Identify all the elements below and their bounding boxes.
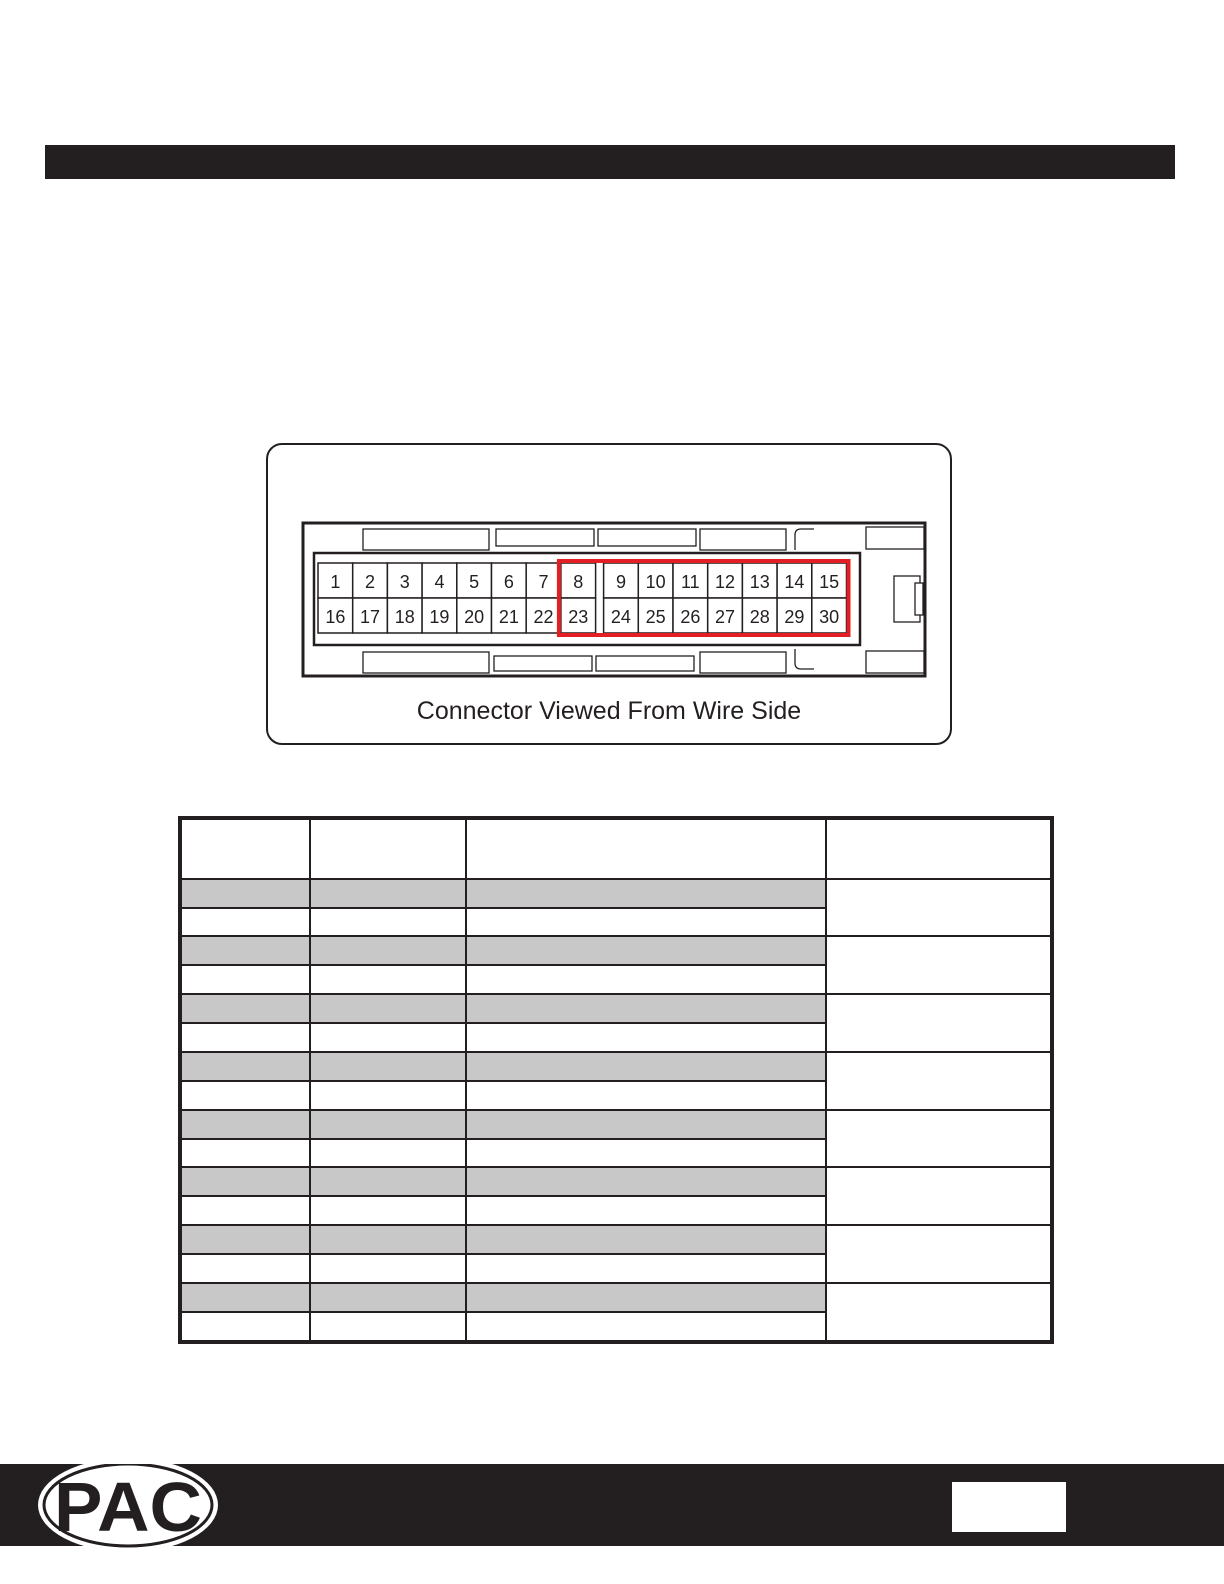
table-row xyxy=(180,1225,1052,1254)
table-cell xyxy=(180,1139,310,1168)
table-row xyxy=(180,936,1052,965)
page-number-box xyxy=(952,1482,1066,1532)
table-cell xyxy=(310,1081,466,1110)
header-cell xyxy=(310,818,466,879)
connector-diagram xyxy=(266,443,952,745)
table-cell xyxy=(310,1312,466,1342)
pin-label-27: 27 xyxy=(715,607,736,627)
group-cell xyxy=(826,994,1052,1052)
top-slot xyxy=(598,529,696,546)
table-cell xyxy=(180,1196,310,1225)
pin-label-6: 6 xyxy=(503,572,514,592)
table-cell xyxy=(180,1023,310,1052)
pin-label-2: 2 xyxy=(365,572,376,592)
group-cell xyxy=(826,936,1052,994)
header-cell xyxy=(826,818,1052,879)
table-cell xyxy=(466,879,826,908)
pin-label-19: 19 xyxy=(429,607,450,627)
table-cell xyxy=(180,1052,310,1081)
table-cell xyxy=(180,965,310,994)
svg-text:PAC: PAC xyxy=(54,1468,202,1546)
table-row xyxy=(180,1110,1052,1139)
header-cell xyxy=(180,818,310,879)
pin-label-22: 22 xyxy=(533,607,554,627)
pin-label-28: 28 xyxy=(749,607,770,627)
table-row xyxy=(180,1167,1052,1196)
diagram-caption: Connector Viewed From Wire Side xyxy=(416,697,802,725)
header-bar xyxy=(45,145,1175,179)
pin-label-8: 8 xyxy=(573,572,584,592)
pin-label-21: 21 xyxy=(498,607,519,627)
table-cell xyxy=(180,936,310,965)
table-cell xyxy=(466,1312,826,1342)
group-cell xyxy=(826,1225,1052,1283)
table-cell xyxy=(310,1110,466,1139)
table-cell xyxy=(466,1225,826,1254)
pinout-table xyxy=(178,816,1054,1344)
top-slot xyxy=(363,529,489,550)
table-cell xyxy=(310,1283,466,1312)
group-cell xyxy=(826,1283,1052,1342)
table-cell xyxy=(180,1110,310,1139)
table-cell xyxy=(310,1167,466,1196)
pin-label-18: 18 xyxy=(394,607,415,627)
pin-label-5: 5 xyxy=(469,572,480,592)
pin-label-3: 3 xyxy=(399,572,410,592)
bottom-slot xyxy=(494,656,592,671)
group-cell xyxy=(826,879,1052,937)
bottom-slot xyxy=(363,652,489,673)
table-cell xyxy=(466,1139,826,1168)
table-cell xyxy=(466,1023,826,1052)
table-cell xyxy=(310,908,466,937)
pin-label-23: 23 xyxy=(568,607,589,627)
pac-logo xyxy=(36,1464,226,1564)
pin-label-25: 25 xyxy=(645,607,666,627)
table-cell xyxy=(180,1081,310,1110)
top-slot xyxy=(700,529,786,550)
table-cell xyxy=(180,908,310,937)
table-cell xyxy=(180,879,310,908)
corner-slot xyxy=(866,651,924,673)
table-cell xyxy=(466,1167,826,1196)
table-cell xyxy=(466,1081,826,1110)
pin-label-10: 10 xyxy=(645,572,666,592)
table-cell xyxy=(466,1052,826,1081)
table-row xyxy=(180,879,1052,908)
table-cell xyxy=(180,994,310,1023)
table-cell xyxy=(310,1052,466,1081)
table-cell xyxy=(180,1225,310,1254)
bottom-slot xyxy=(596,656,694,671)
table-cell xyxy=(310,1196,466,1225)
table-cell xyxy=(466,908,826,937)
table-row xyxy=(180,994,1052,1023)
pin-label-15: 15 xyxy=(819,572,840,592)
pin-label-17: 17 xyxy=(360,607,381,627)
table-cell xyxy=(466,1110,826,1139)
table-cell xyxy=(310,879,466,908)
header-cell xyxy=(466,818,826,879)
table-cell xyxy=(466,994,826,1023)
group-cell xyxy=(826,1167,1052,1225)
pin-label-7: 7 xyxy=(538,572,549,592)
table-cell xyxy=(466,936,826,965)
table-cell xyxy=(180,1254,310,1283)
table-cell xyxy=(466,1254,826,1283)
bottom-slot xyxy=(700,652,786,673)
pin-label-13: 13 xyxy=(749,572,770,592)
table-cell xyxy=(466,1196,826,1225)
pin-label-1: 1 xyxy=(330,572,341,592)
group-cell xyxy=(826,1110,1052,1168)
table-header-row xyxy=(180,818,1052,879)
pin-label-9: 9 xyxy=(615,572,626,592)
corner-slot xyxy=(866,527,924,549)
table-cell xyxy=(310,994,466,1023)
pin-label-26: 26 xyxy=(680,607,701,627)
table-cell xyxy=(310,1023,466,1052)
pin-label-12: 12 xyxy=(715,572,736,592)
pin-label-30: 30 xyxy=(819,607,840,627)
group-cell xyxy=(826,1052,1052,1110)
pin-label-14: 14 xyxy=(784,572,805,592)
side-tab-notch xyxy=(915,583,923,615)
pin-label-24: 24 xyxy=(610,607,631,627)
table-cell xyxy=(310,936,466,965)
table-cell xyxy=(180,1283,310,1312)
footer-bar xyxy=(0,1464,1224,1546)
table-cell xyxy=(310,1225,466,1254)
pin-label-11: 11 xyxy=(681,572,700,592)
table-cell xyxy=(180,1167,310,1196)
table-cell xyxy=(466,1283,826,1312)
top-slot xyxy=(496,529,594,546)
table-row xyxy=(180,1283,1052,1312)
table-cell xyxy=(310,965,466,994)
pin-label-4: 4 xyxy=(434,572,445,592)
table-cell xyxy=(466,965,826,994)
pin-label-20: 20 xyxy=(464,607,485,627)
table-cell xyxy=(310,1254,466,1283)
table-cell xyxy=(310,1139,466,1168)
pin-label-16: 16 xyxy=(325,607,346,627)
pin-label-29: 29 xyxy=(784,607,805,627)
table-cell xyxy=(180,1312,310,1342)
table-row xyxy=(180,1052,1052,1081)
